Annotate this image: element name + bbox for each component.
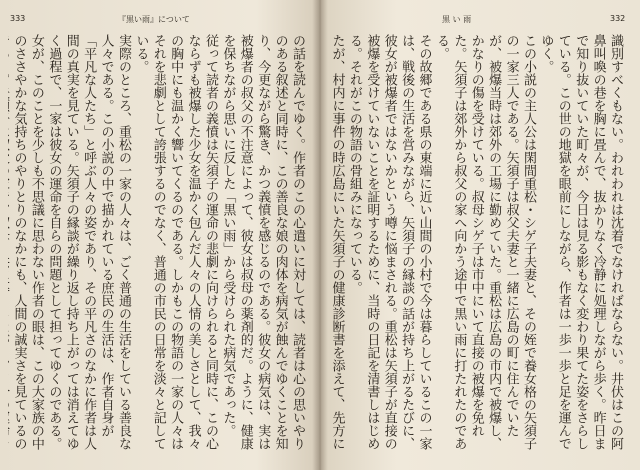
left-paragraph: 実際のところ、重松の一家の人々は、ごく普通の生活をしている善良な人々である。この小説の中で描かれている庶民の生活は、作者自身が「平凡な人たち」と呼ぶ人々の姿であり、その平凡さのなかに作者は人間の真実を見ている。矢須子の縁談が繰り返し持ち上がっては消えてゆく過程で、一家は彼女の運命を自らの問題として担ってゆくのである。 [46,34,131,450]
right-paragraph: たが、村内に事件の時広島にいた矢須子の健康診断書を添えて、先方に [329,34,345,450]
right-paragraph: その故郷である県の東端に近い山間の小村で今は暮らしているこの一家は、戦後の生活を営みながら、矢須子の縁談の話が持ち上がるたびに、彼女が被爆者ではないかという噂に悩まされる。重松は矢須子が直接の被爆を受けていないことを証明するために、当時の日記を清書しはじめる。それがこの物語の骨組みになっている。 [346,34,432,450]
running-head-right: 黒 い 雨 [442,15,472,24]
left-page [0,0,318,470]
running-head-left: 『黒い雨』について [118,15,190,24]
page-number-right: 332 [610,14,626,23]
right-page [322,0,640,470]
right-paragraph: この小説の主人公は閑間重松・シゲ子夫妻と、その姪で養女格の矢須子の一家三人である。矢須子は叔父夫妻と一緒に広島の町に住んでいたが、被爆当時は郊外の工場に勤めていた。重松は広島の市内で被爆し、かなりの傷を受けている。叔母シゲ子は市中にいて直接の被爆を免れた。矢須子は郊外から叔父の家へ向かう途中で黒い雨に打たれたのである。 [433,34,536,450]
left-page-body [8,34,306,454]
right-paragraph: 識別すべくもない。われわれは沈着でなければならない。井伏はこの阿鼻叫喚の巷を胸に畳んで、抜かりなく冷静に処理しながら歩く。昨日まで知り抜いていた町々が、今日は見る影もなく変わり果てた姿をさらしている。この世の地獄を眼前にしながら、作者は一歩一歩と足を運んでゆく。 [538,34,623,450]
left-paragraph: の話を読んでゆく。作者のこの心遣いに対しては、読者は心の思いやりのある叙述と同時に、この善良な娘の肉体を病気が蝕んでゆくことを知り、今更ながら驚き、かつ義憤を感じるのである。彼女の病気は、実は被爆者の叔父の不注意によって、彼女は叔母の薬剤的だ。ように、健康を保ちながら思いに反した「黒い雨」から受けられた病気であった。 [220,34,305,450]
page-number-left: 333 [10,14,26,23]
left-paragraph: 女が、このことを少しも不思議に思わない作者の眼は、この大家族の中のささやかな気持ちのやりとりのなかにも、人間の誠実さを見ているの [11,34,44,450]
left-paragraph: 従って読者の義憤は矢須子の運命の悲劇に向けられると同時に、この心ならずも被爆した少女を温かく包んだ人々の人情の美しさとして、我々の胸中にも温かく響いてくるのである。しかもこの物語の一家の人々はそれを悲劇として誇張するのでなく、普通の市民の日常を淡々と記している。 [133,34,218,450]
right-page-body [328,34,624,454]
